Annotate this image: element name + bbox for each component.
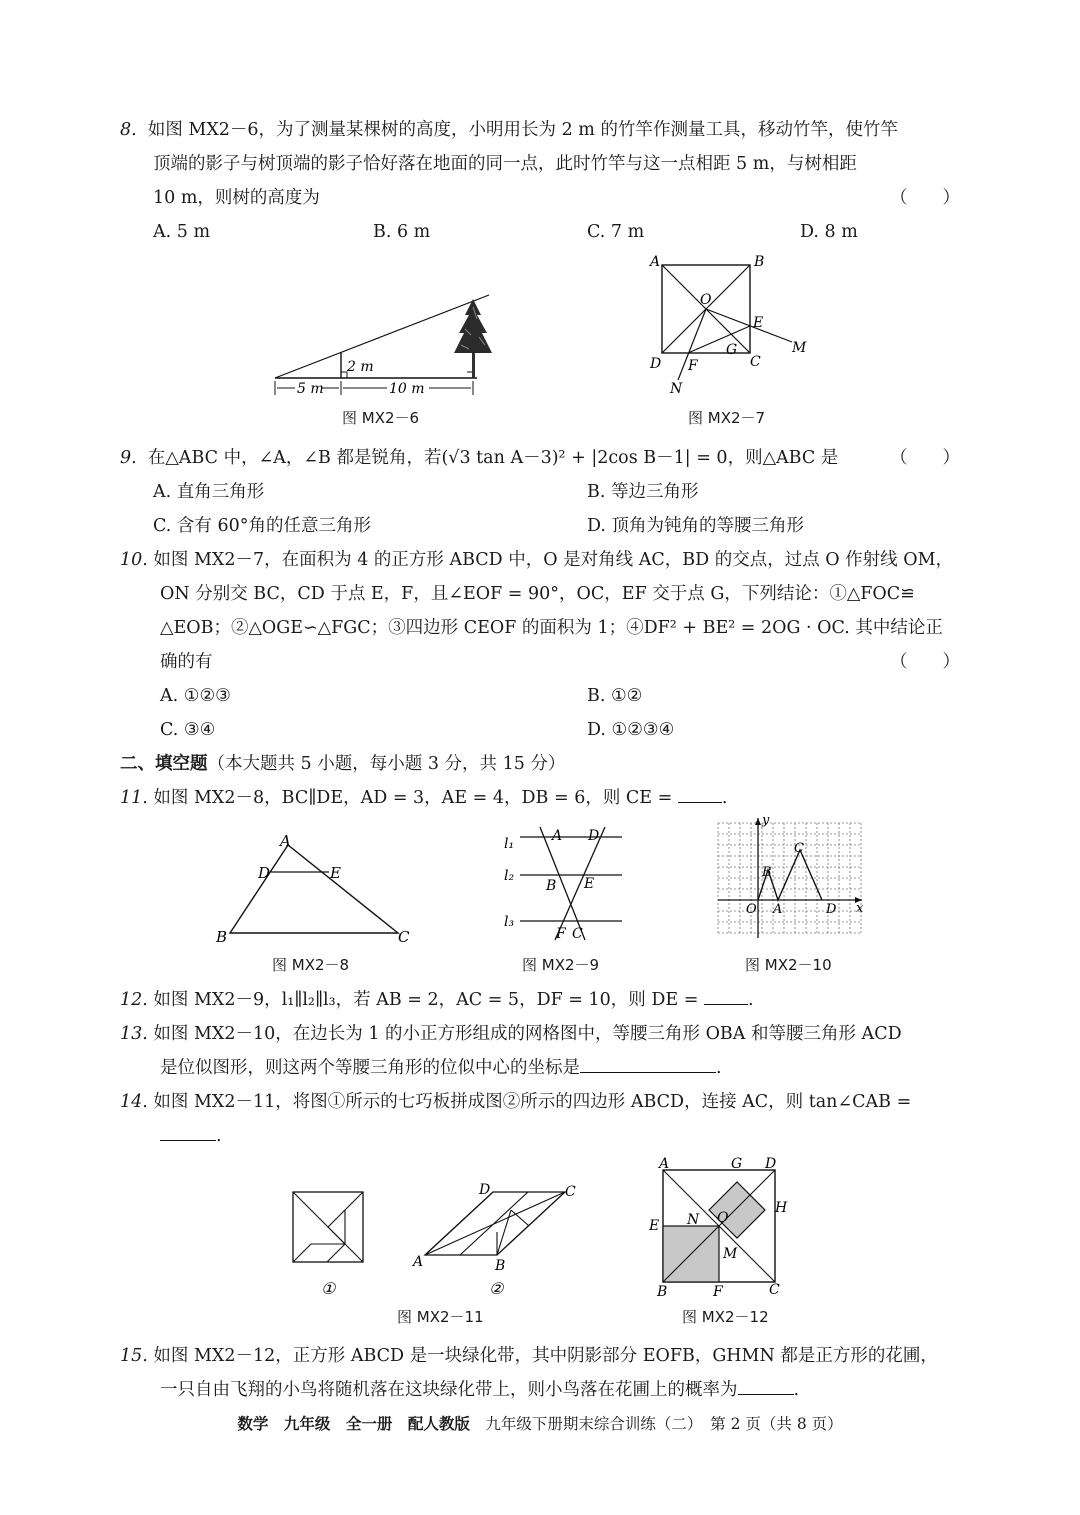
svg-text:M: M: [723, 1246, 738, 1262]
caption-mx2-10: 图 MX2－10: [745, 956, 832, 974]
q14-line2: .: [160, 1124, 222, 1148]
q10-option-a: A. ①②③: [160, 686, 231, 706]
svg-text:B: B: [754, 254, 765, 270]
svg-text:B: B: [762, 865, 772, 880]
svg-text:F: F: [713, 1284, 723, 1300]
q10-number: 10.: [120, 550, 148, 570]
svg-text:D: D: [258, 864, 271, 882]
q11-line1: 11. 如图 MX2－8，BC∥DE，AD = 3，AE = 4，DB = 6，则 CE = .: [120, 788, 728, 808]
svg-text:E: E: [584, 876, 595, 892]
svg-text:O: O: [700, 292, 712, 308]
svg-text:y: y: [762, 813, 770, 828]
svg-text:l₁: l₁: [504, 836, 515, 852]
q15-line2: 一只自由飞翔的小鸟将随机落在这块绿化带上，则小鸟落在花圃上的概率为 .: [160, 1380, 800, 1400]
q15-number: 15.: [120, 1346, 148, 1366]
svg-text:D: D: [826, 902, 837, 917]
q9-option-b: B. 等边三角形: [587, 482, 699, 502]
q8-number: 8.: [120, 120, 137, 140]
sub-figure-1: ①: [321, 1279, 336, 1298]
q8-line1: 8. 如图 MX2－6，为了测量某棵树的高度，小明用长为 2 m 的竹竿作测量工具，移动竹竿，使竹竿: [120, 120, 898, 140]
q8-line3: 10 m，则树的高度为: [153, 188, 320, 208]
label-5m: 5 m: [297, 381, 324, 397]
svg-text:F: F: [556, 926, 566, 942]
figure-mx2-9: [500, 822, 640, 947]
figure-mx2-10: [712, 812, 872, 944]
caption-mx2-6: 图 MX2－6: [342, 409, 420, 427]
q13-line1: 13. 如图 MX2－10，在边长为 1 的小正方形组成的网格图中，等腰三角形 OBA 和等腰三角形 ACD: [120, 1024, 902, 1044]
caption-mx2-7: 图 MX2－7: [688, 409, 766, 427]
caption-mx2-8: 图 MX2－8: [272, 956, 350, 974]
q12-number: 12.: [120, 990, 148, 1010]
svg-text:C: C: [794, 841, 804, 856]
svg-text:D: D: [588, 828, 600, 844]
figure-mx2-6: [265, 285, 505, 405]
svg-text:C: C: [565, 1184, 576, 1200]
q10-line1: 10. 如图 MX2－7，在面积为 4 的正方形 ABCD 中，O 是对角线 AC，BD 的交点，过点 O 作射线 OM，: [120, 550, 954, 570]
section-2-heading: 二、填空题（本大题共 5 小题，每小题 3 分，共 15 分）: [120, 754, 566, 774]
figure-mx2-7: [640, 250, 820, 400]
svg-text:D: D: [479, 1182, 491, 1198]
q12-line1: 12. 如图 MX2－9，l₁∥l₂∥l₃，若 AB = 2，AC = 5，DF = 10，则 DE = .: [120, 990, 754, 1010]
q14-answer-blank[interactable]: [160, 1124, 216, 1141]
svg-text:O: O: [717, 1210, 729, 1226]
q14-number: 14.: [120, 1092, 148, 1112]
q9-line1: 9. 在△ABC 中，∠A，∠B 都是锐角，若(√3 tan A－3)² + |2cos B－1| = 0，则△ABC 是: [120, 448, 839, 468]
q10-line3: △EOB；②△OGE∽△FGC；③四边形 CEOF 的面积为 1；④DF² + BE² = 2OG · OC. 其中结论正: [160, 618, 943, 638]
q8-option-d: D. 8 m: [800, 222, 858, 242]
q10-option-d: D. ①②③④: [587, 720, 675, 740]
svg-text:D: D: [650, 356, 662, 372]
svg-text:G: G: [731, 1156, 743, 1172]
q10-line4: 确的有: [160, 652, 213, 672]
label-2m: 2 m: [347, 359, 374, 375]
footer-page-info: 九年级下册期末综合训练（二） 第 2 页（共 8 页）: [485, 1415, 843, 1433]
figure-mx2-11: [285, 1180, 585, 1300]
q11-answer-blank[interactable]: [678, 786, 722, 803]
svg-text:E: E: [753, 315, 764, 331]
q8-option-a: A. 5 m: [153, 222, 211, 242]
svg-text:x: x: [856, 901, 864, 916]
q8-option-c: C. 7 m: [587, 222, 645, 242]
tangram-square: [293, 1192, 363, 1262]
q9-option-c: C. 含有 60°角的任意三角形: [153, 516, 371, 536]
svg-text:D: D: [765, 1156, 777, 1172]
svg-text:B: B: [657, 1284, 668, 1300]
q10-answer-paren: （ ）: [890, 652, 960, 672]
svg-text:A: A: [650, 254, 661, 270]
q8-answer-paren: （ ）: [890, 188, 960, 208]
q8-line2: 顶端的影子与树顶端的影子恰好落在地面的同一点，此时竹竿与这一点相距 5 m，与树相距: [153, 154, 857, 174]
q13-line2: 是位似图形，则这两个等腰三角形的位似中心的坐标是 .: [160, 1058, 722, 1078]
q8-option-b: B. 6 m: [373, 222, 431, 242]
q11-number: 11.: [120, 788, 148, 808]
svg-text:C: C: [572, 926, 583, 942]
sub-figure-2: ②: [489, 1279, 504, 1298]
q15-line1: 15. 如图 MX2－12，正方形 ABCD 是一块绿化带，其中阴影部分 EOFB，GHMN 都是正方形的花圃，: [120, 1346, 938, 1366]
svg-text:E: E: [330, 864, 341, 882]
caption-mx2-11: 图 MX2－11: [397, 1308, 484, 1326]
q13-number: 13.: [120, 1024, 148, 1044]
svg-text:A: A: [552, 828, 563, 844]
q9-number: 9.: [120, 448, 137, 468]
svg-text:C: C: [769, 1282, 780, 1298]
q14-line1: 14. 如图 MX2－11，将图①所示的七巧板拼成图②所示的四边形 ABCD，连接 AC，则 tan∠CAB =: [120, 1092, 912, 1112]
q9-option-d: D. 顶角为钝角的等腰三角形: [587, 516, 805, 536]
q13-answer-blank[interactable]: [580, 1056, 716, 1073]
svg-text:l₂: l₂: [504, 868, 515, 884]
svg-text:A: A: [280, 832, 291, 850]
svg-text:O: O: [746, 902, 757, 917]
label-10m: 10 m: [389, 381, 425, 397]
svg-text:F: F: [688, 358, 698, 374]
svg-text:C: C: [398, 928, 410, 946]
svg-text:M: M: [792, 340, 807, 356]
svg-text:H: H: [775, 1200, 788, 1216]
q15-answer-blank[interactable]: [738, 1378, 794, 1395]
q9-option-a: A. 直角三角形: [153, 482, 265, 502]
q9-answer-paren: （ ）: [890, 448, 960, 468]
q10-option-b: B. ①②: [587, 686, 643, 706]
tangram-parallelogram: [425, 1192, 565, 1255]
q12-answer-blank[interactable]: [704, 988, 748, 1005]
svg-text:C: C: [750, 354, 761, 370]
svg-text:B: B: [216, 928, 228, 946]
caption-mx2-12: 图 MX2－12: [682, 1308, 769, 1326]
svg-text:G: G: [726, 342, 738, 358]
svg-text:A: A: [659, 1156, 670, 1172]
footer-book-info: 数学 九年级 全一册 配人教版: [237, 1415, 470, 1433]
q10-line2: ON 分别交 BC，CD 于点 E，F，且∠EOF = 90°，OC，EF 交于点 G，下列结论：①△FOC≌: [160, 584, 915, 604]
tree-icon: [454, 299, 492, 378]
svg-text:A: A: [773, 902, 783, 917]
svg-text:B: B: [546, 878, 557, 894]
caption-mx2-9: 图 MX2－9: [522, 956, 600, 974]
figure-mx2-12: [645, 1152, 795, 1302]
svg-text:N: N: [670, 381, 683, 397]
svg-text:B: B: [495, 1258, 506, 1274]
svg-text:A: A: [413, 1254, 424, 1270]
figure-mx2-8: [210, 830, 420, 950]
svg-text:N: N: [687, 1212, 700, 1228]
svg-text:E: E: [649, 1218, 660, 1234]
q10-option-c: C. ③④: [160, 720, 216, 740]
svg-text:l₃: l₃: [504, 914, 515, 930]
page-footer: [0, 1413, 1080, 1435]
